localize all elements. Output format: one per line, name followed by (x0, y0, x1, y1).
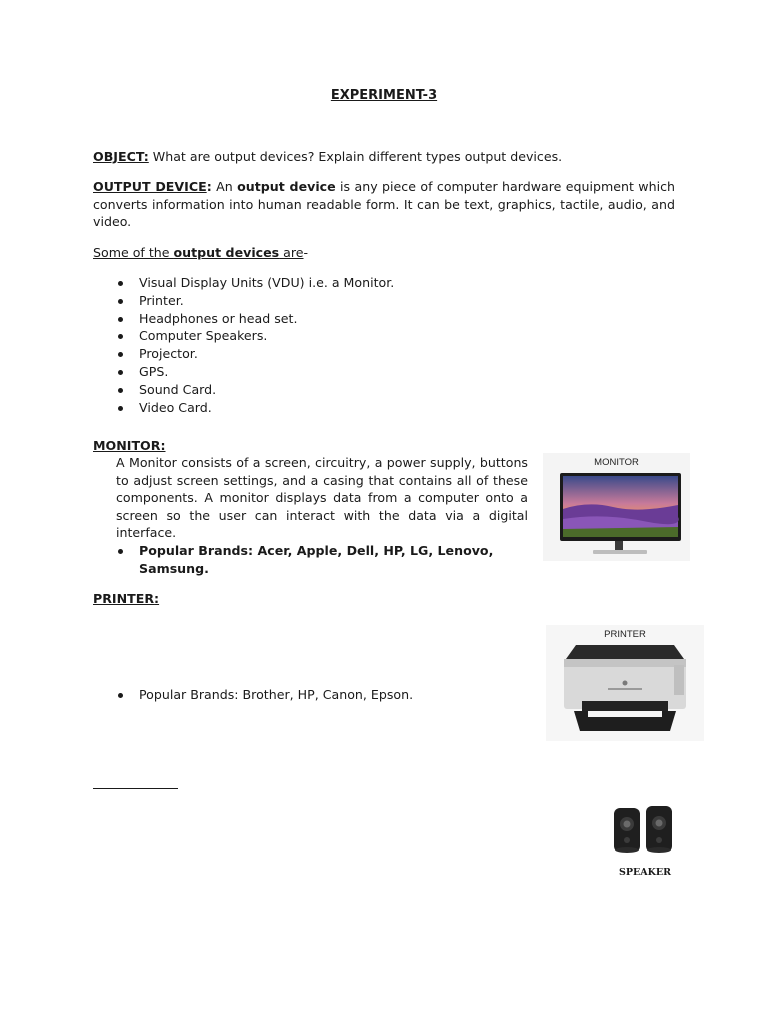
printer-heading-text: PRINTER (93, 591, 155, 606)
output-device-colon: : (206, 179, 212, 194)
monitor-heading: MONITOR: (93, 438, 166, 453)
monitor-brands-label: Popular Brands: (139, 543, 254, 558)
list-item: GPS. (93, 363, 593, 381)
monitor-icon (543, 453, 690, 561)
speaker-image-label: SPEAKER (618, 867, 671, 878)
list-intro-dash: - (303, 245, 309, 260)
list-item (93, 542, 533, 578)
object-text: What are output devices? Explain different types output devices. (148, 149, 563, 164)
page-title: EXPERIMENT-3 (330, 88, 438, 103)
list-intro-pre: Some of the (93, 245, 174, 260)
output-device-term: output device (237, 179, 336, 194)
speaker-image (603, 800, 687, 884)
list-intro-post: are (279, 245, 304, 260)
object-paragraph (93, 148, 675, 166)
monitor-brands: Acer, Apple, Dell, HP, LG, Lenovo, Samsung. (139, 543, 494, 576)
printer-icon (546, 625, 704, 741)
list-item: Popular Brands: Brother, HP, Canon, Epson. (93, 686, 533, 704)
monitor-brands-list (93, 542, 533, 578)
list-item: Visual Display Units (VDU) i.e. a Monitor. (93, 274, 593, 292)
device-list (93, 274, 593, 416)
output-device-intro: An (211, 179, 238, 194)
list-intro-bold: output devices (173, 245, 280, 260)
printer-brands-list (93, 686, 533, 704)
monitor-image (543, 453, 690, 561)
list-item: Computer Speakers. (93, 327, 593, 345)
list-item: Headphones or head set. (93, 310, 593, 328)
list-item: Video Card. (93, 399, 593, 417)
monitor-description: A Monitor consists of a screen, circuitry, a power supply, buttons to adjust screen settings, and a casing that contains all of these components. A monitor displays data from a computer onto a screen so the user can interact with the data via a digital interface. (116, 455, 528, 541)
list-intro (93, 244, 675, 262)
list-item: Sound Card. (93, 381, 593, 399)
object-label: OBJECT: (93, 149, 149, 164)
output-device-text: is any piece of computer hardware equipment which converts information into human readable form. It can be text, graphics, tactile, audio, and video. (93, 179, 675, 230)
printer-heading-colon: : (154, 591, 160, 606)
speaker-heading-rule (93, 788, 178, 789)
output-device-paragraph (93, 178, 675, 231)
monitor-image-label: MONITOR (594, 457, 639, 468)
printer-heading (93, 590, 159, 608)
list-item: Projector. (93, 345, 593, 363)
printer-image-label: PRINTER (604, 629, 646, 640)
list-item: Printer. (93, 292, 593, 310)
speaker-icon (603, 800, 687, 866)
output-device-label: OUTPUT DEVICE (93, 179, 207, 194)
printer-image (546, 625, 704, 741)
